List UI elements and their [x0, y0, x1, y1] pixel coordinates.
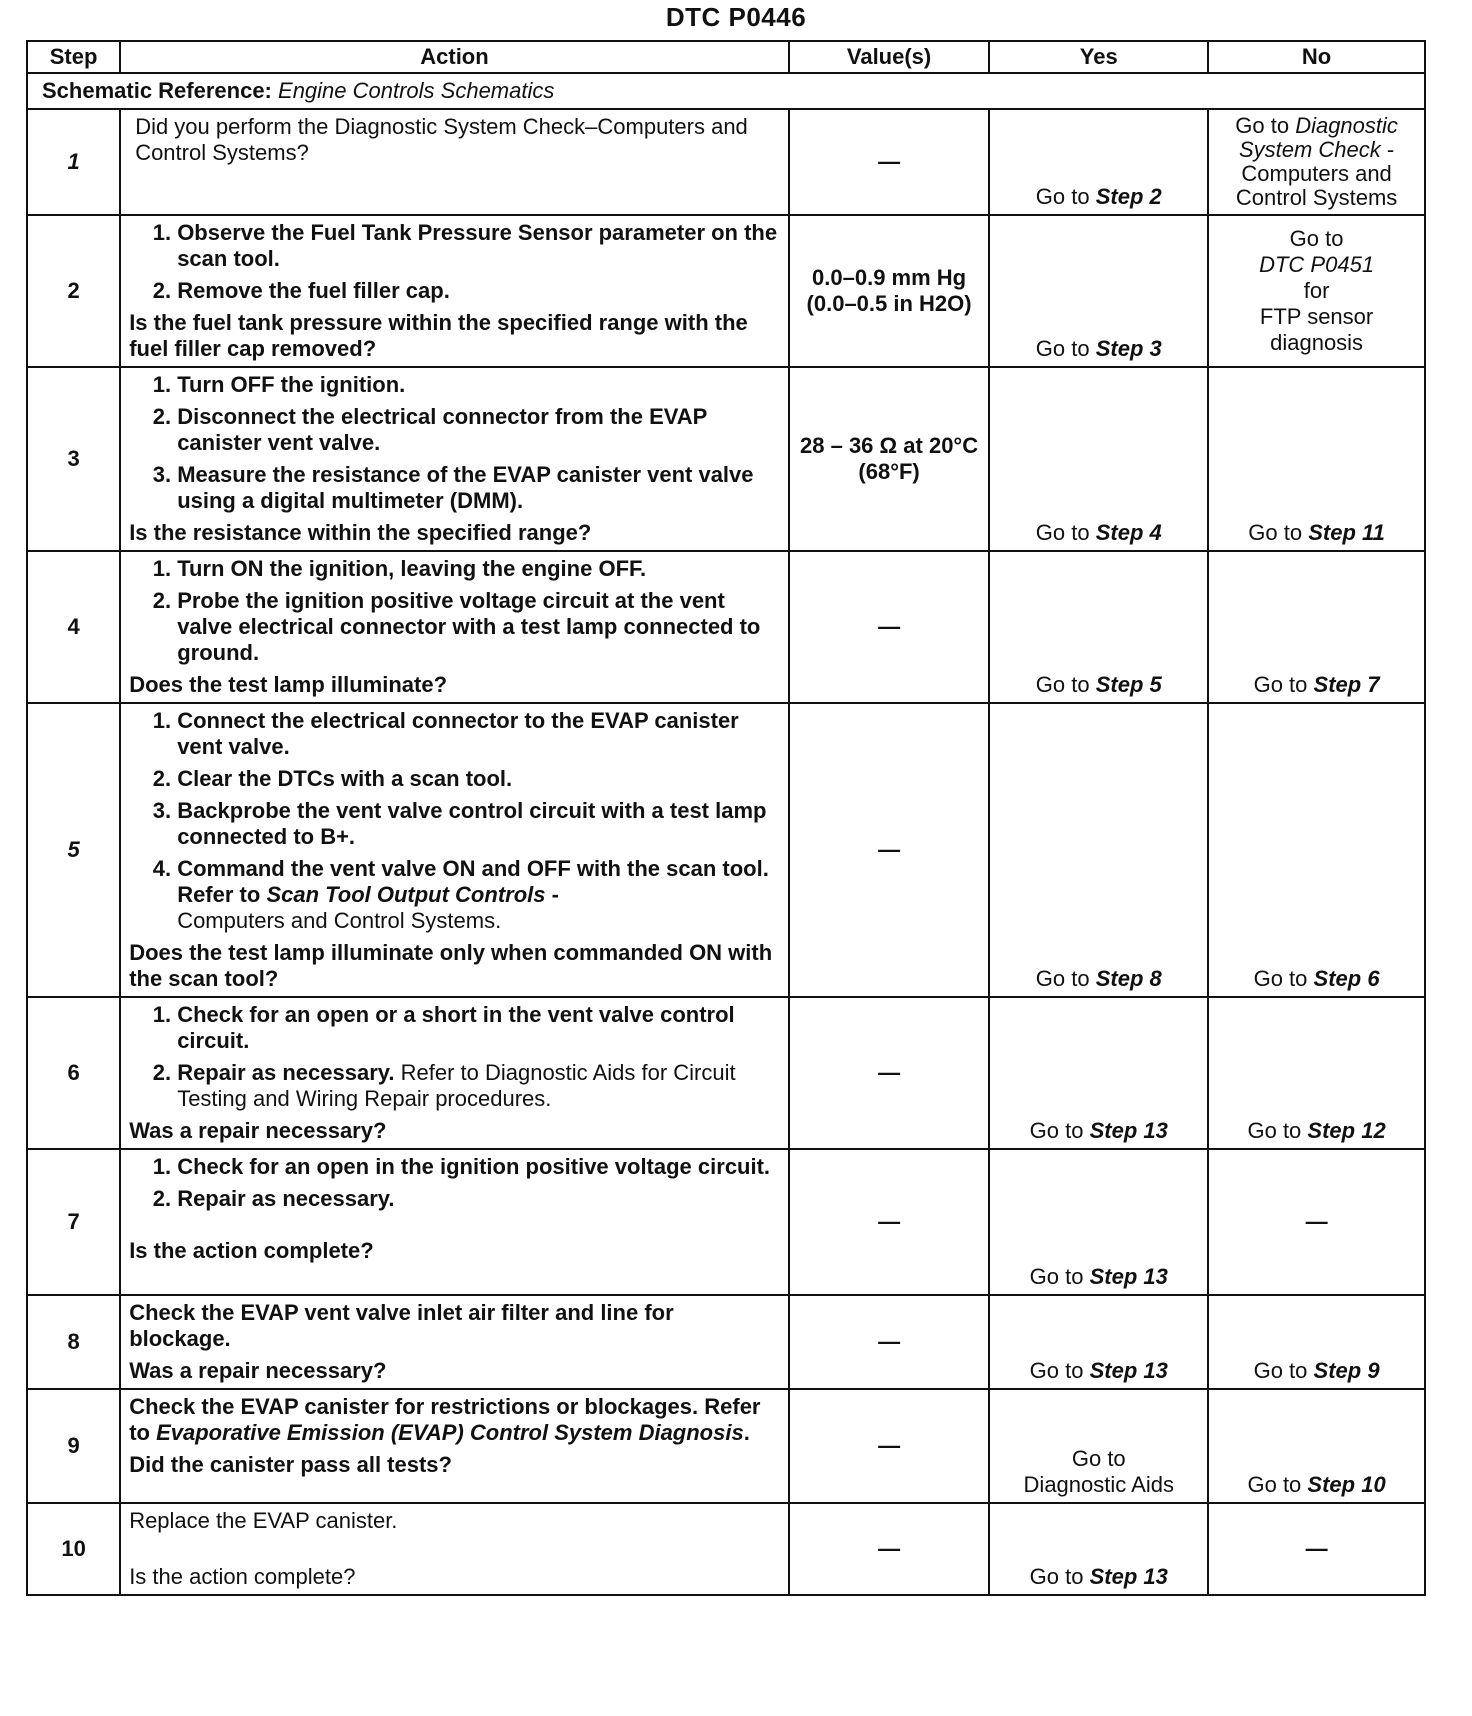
action-item: 1. Observe the Fuel Tank Pressure Sensor parameter on the scan tool. [177, 220, 780, 272]
action-question: Was a repair necessary? [129, 1118, 387, 1143]
action-cell [120, 1295, 789, 1389]
step-number: 8 [27, 1295, 120, 1389]
value-cell: — [789, 109, 990, 215]
goto-label: Go to [1253, 672, 1308, 697]
action-question: Was a repair necessary? [129, 1358, 387, 1383]
action-item: 2. Remove the fuel filler cap. [177, 278, 780, 304]
table-row [27, 1295, 1425, 1389]
action-question: Is the action complete? [129, 1564, 356, 1589]
no-step: Step 7 [1313, 672, 1380, 697]
action-question: Is the resistance within the specified range? [129, 520, 592, 545]
no-tail: FTP sensor diagnosis [1259, 304, 1374, 355]
no-cell [1208, 367, 1425, 551]
item-text: Command the vent valve ON and OFF with the scan tool. Refer to [177, 856, 769, 907]
no-step: Step 10 [1307, 1472, 1386, 1497]
yes-cell [989, 703, 1208, 997]
yes-ref: Diagnostic Aids [1023, 1472, 1174, 1497]
value-cell: — [789, 551, 990, 703]
goto-label: Go to [1253, 966, 1308, 991]
action-item: 3. Measure the resistance of the EVAP canister vent valve using a digital multimeter (DMM). [177, 462, 780, 514]
action-cell [120, 703, 789, 997]
goto-label: Go to [1253, 1358, 1308, 1383]
no-cell [1208, 997, 1425, 1149]
yes-step: Step 13 [1089, 1358, 1168, 1383]
table-row [27, 997, 1425, 1149]
header-step: Step [27, 41, 120, 73]
goto-label: Go to [1248, 520, 1303, 545]
action-text-a: Check the EVAP canister for restrictions or blockages. Refer to [129, 1394, 761, 1445]
yes-step: Step 8 [1095, 966, 1162, 991]
table-row [27, 109, 1425, 215]
no-cell [1208, 551, 1425, 703]
table-row [27, 703, 1425, 997]
item-ref-tail: - [545, 882, 559, 907]
step-number: 7 [27, 1149, 120, 1295]
value-cell: — [789, 997, 990, 1149]
no-cell: — [1208, 1149, 1425, 1295]
table-row [27, 215, 1425, 367]
action-cell [120, 1503, 789, 1595]
yes-step: Step 2 [1095, 184, 1162, 209]
goto-label: Go to [1029, 1358, 1084, 1383]
yes-cell [989, 367, 1208, 551]
action-item: 2. Clear the DTCs with a scan tool. [177, 766, 780, 792]
action-cell [120, 551, 789, 703]
goto-label: Go to [1235, 113, 1290, 138]
goto-label: Go to [1029, 1264, 1084, 1289]
action-item: 1. Check for an open or a short in the vent valve control circuit. [177, 1002, 780, 1054]
action-text-b: . [743, 1420, 750, 1445]
goto-label: Go to [1035, 336, 1090, 361]
value-cell: — [789, 703, 990, 997]
action-question: Did you perform the Diagnostic System Check–Computers and Control Systems? [135, 114, 748, 165]
step-number: 6 [27, 997, 120, 1149]
action-item: 1. Turn OFF the ignition. [177, 372, 780, 398]
action-cell [120, 367, 789, 551]
action-item: 1. Check for an open in the ignition positive voltage circuit. [177, 1154, 780, 1180]
step-number: 10 [27, 1503, 120, 1595]
no-cell [1208, 109, 1425, 215]
schematic-ref: Engine Controls Schematics [278, 78, 555, 103]
yes-step: Step 13 [1089, 1264, 1168, 1289]
action-item: 1. Turn ON the ignition, leaving the engine OFF. [177, 556, 780, 582]
action-cell [120, 997, 789, 1149]
value-cell: — [789, 1295, 990, 1389]
no-step: Step 11 [1308, 520, 1385, 545]
action-text [129, 1394, 780, 1446]
action-question: Did the canister pass all tests? [129, 1452, 452, 1477]
no-ref-line2: Computers and Control Systems [1235, 161, 1398, 210]
no-cell [1208, 1295, 1425, 1389]
step-number: 9 [27, 1389, 120, 1503]
schematic-row [27, 73, 1425, 109]
header-yes: Yes [989, 41, 1208, 73]
item-ref: Refer to Diagnostic Aids for Circuit Testing and Wiring Repair procedures. [177, 1060, 736, 1111]
no-step: Step 9 [1313, 1358, 1380, 1383]
value-cell: 28 – 36 Ω at 20°C (68°F) [789, 367, 990, 551]
goto-label: Go to [1029, 1564, 1084, 1589]
action-cell [120, 215, 789, 367]
yes-cell [989, 109, 1208, 215]
goto-label: Go to [1071, 1446, 1126, 1471]
yes-cell [989, 1389, 1208, 1503]
yes-cell [989, 551, 1208, 703]
no-step: Step 6 [1313, 966, 1380, 991]
yes-step: Step 4 [1095, 520, 1162, 545]
header-no: No [1208, 41, 1425, 73]
no-cell [1208, 703, 1425, 997]
step-number: 4 [27, 551, 120, 703]
goto-label: Go to [1029, 1118, 1084, 1143]
no-cell: — [1208, 1503, 1425, 1595]
table-row [27, 1149, 1425, 1295]
yes-step: Step 3 [1095, 336, 1162, 361]
action-item: 2. Probe the ignition positive voltage circuit at the vent valve electrical connector with a test lamp connected to ground. [177, 588, 780, 666]
item-text: Repair as necessary. [177, 1060, 395, 1085]
schematic-label: Schematic Reference: [42, 78, 272, 103]
table-row [27, 1389, 1425, 1503]
table-row [27, 367, 1425, 551]
action-cell [120, 1389, 789, 1503]
value-cell: — [789, 1149, 990, 1295]
goto-label: Go to [1289, 226, 1344, 251]
no-ref-tail: - [1380, 137, 1395, 162]
action-cell [120, 109, 789, 215]
no-dtc: DTC P0451 [1259, 252, 1375, 277]
action-item: 2. Disconnect the electrical connector from the EVAP canister vent valve. [177, 404, 780, 456]
step-number: 3 [27, 367, 120, 551]
action-text: Check the EVAP vent valve inlet air filter and line for blockage. [129, 1300, 674, 1351]
action-item [177, 1060, 780, 1112]
no-step: Step 12 [1307, 1118, 1386, 1143]
goto-label: Go to [1035, 966, 1090, 991]
step-number: 1 [27, 109, 120, 215]
item-ref-line2: Computers and Control Systems. [177, 908, 502, 933]
action-item: 1. Connect the electrical connector to the EVAP canister vent valve. [177, 708, 780, 760]
yes-step: Step 13 [1089, 1118, 1168, 1143]
header-row [27, 41, 1425, 73]
yes-step: Step 13 [1089, 1564, 1168, 1589]
action-item: 3. Backprobe the vent valve control circuit with a test lamp connected to B+. [177, 798, 780, 850]
value-cell: — [789, 1503, 990, 1595]
step-number: 2 [27, 215, 120, 367]
goto-label: Go to [1035, 184, 1090, 209]
yes-cell [989, 215, 1208, 367]
yes-cell [989, 1149, 1208, 1295]
page-title: DTC P0446 [665, 2, 807, 32]
no-cell [1208, 1389, 1425, 1503]
goto-label: Go to [1247, 1118, 1302, 1143]
no-cell [1208, 215, 1425, 367]
action-question: Does the test lamp illuminate? [129, 672, 448, 697]
action-cell [120, 1149, 789, 1295]
action-text: Replace the EVAP canister. [129, 1508, 398, 1533]
diagnostic-table [26, 40, 1426, 1596]
action-question: Is the fuel tank pressure within the specified range with the fuel filler cap removed? [129, 310, 748, 361]
goto-label: Go to [1035, 672, 1090, 697]
header-values: Value(s) [789, 41, 990, 73]
yes-cell [989, 1295, 1208, 1389]
step-number: 5 [27, 703, 120, 997]
action-question: Is the action complete? [129, 1238, 374, 1263]
no-ref-ital: Diagnostic System Check [1238, 113, 1398, 162]
value-cell: 0.0–0.9 mm Hg (0.0–0.5 in H2O) [789, 215, 990, 367]
table-row [27, 551, 1425, 703]
action-question: Does the test lamp illuminate only when commanded ON with the scan tool? [129, 940, 773, 991]
action-item: 2. Repair as necessary. [177, 1186, 780, 1212]
action-item [177, 856, 780, 934]
goto-label: Go to [1247, 1472, 1302, 1497]
action-ref: Evaporative Emission (EVAP) Control System Diagnosis [156, 1420, 744, 1445]
no-for: for [1303, 278, 1330, 303]
goto-label: Go to [1035, 520, 1090, 545]
value-cell: — [789, 1389, 990, 1503]
yes-cell [989, 997, 1208, 1149]
item-ref: Scan Tool Output Controls [266, 882, 546, 907]
yes-cell [989, 1503, 1208, 1595]
table-row [27, 1503, 1425, 1595]
header-action: Action [120, 41, 789, 73]
yes-step: Step 5 [1095, 672, 1162, 697]
